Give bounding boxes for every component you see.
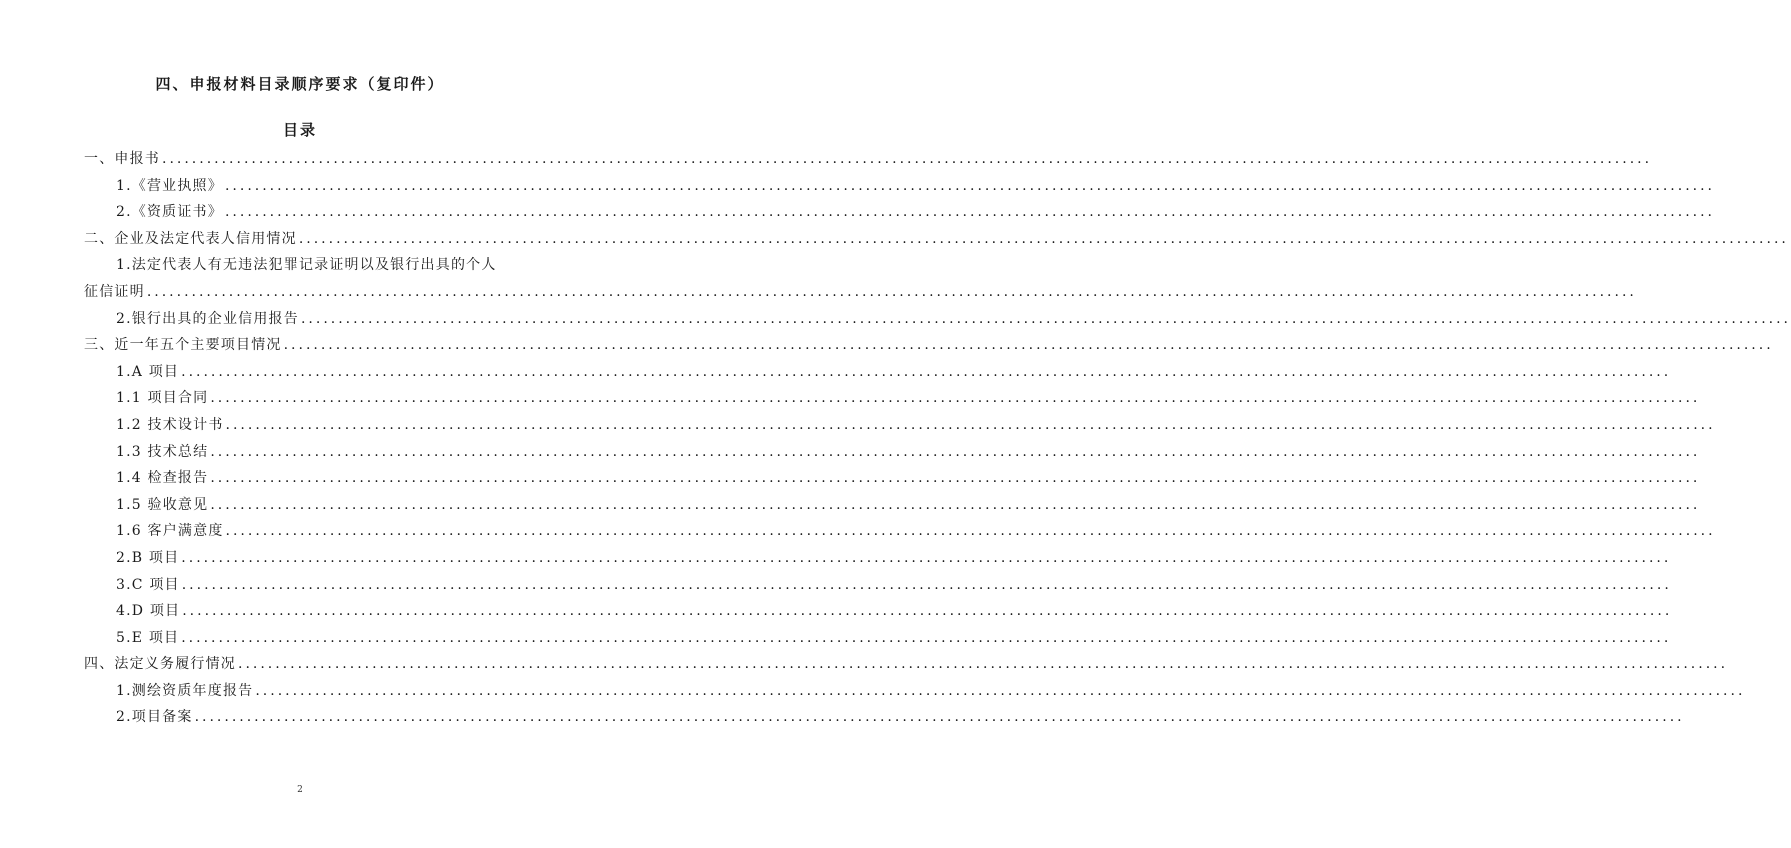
toc-entry: [84, 625, 1672, 652]
toc-section-label: 三、近一年五个主要项目情况: [84, 337, 282, 354]
toc-entry: [84, 173, 1716, 200]
toc-entry-label: 1.5 验收意见: [116, 496, 209, 513]
toc-entry-line: 1.法定代表人有无违法犯罪记录证明以及银行出具的个人: [116, 257, 497, 274]
toc-section-label: 四、法定义务履行情况: [84, 656, 236, 673]
table-of-contents: [84, 146, 1791, 731]
toc-leader-dots: ........................................................................................................................................................................................................: [181, 576, 1672, 593]
toc-leader-dots: ........................................................................................................................................................................................................: [146, 283, 1637, 300]
toc-entry: [84, 545, 1672, 572]
toc-leader-dots: ........................................................................................................................................................................................................: [210, 390, 1701, 407]
toc-leader-dots: ........................................................................................................................................................................................................: [210, 496, 1701, 513]
toc-section: [84, 332, 1774, 359]
toc-entry: [84, 306, 1791, 333]
toc-entry: [84, 412, 1716, 439]
page-title: 四、申报材料目录顺序要求（复印件）: [155, 75, 445, 93]
toc-entry: [84, 572, 1672, 599]
page-number: 2: [297, 785, 303, 795]
toc-entry: [84, 598, 1673, 625]
toc-leader-dots: ........................................................................................................................................................................................................: [181, 549, 1672, 566]
toc-section-label: 二、企业及法定代表人信用情况: [84, 230, 297, 247]
toc-entry-label: 1.1 项目合同: [116, 390, 209, 407]
toc-leader-dots: ........................................................................................................................................................................................................: [225, 416, 1716, 433]
toc-entry-label: 1.《营业执照》: [116, 177, 223, 194]
toc-entry-label: 1.测绘资质年度报告: [116, 682, 254, 699]
toc-leader-dots: ........................................................................................................................................................................................................: [298, 230, 1789, 247]
toc-entry-label: 征信证明: [84, 283, 145, 300]
toc-entry: [84, 465, 1701, 492]
toc-section: [84, 226, 1789, 253]
toc-entry: [84, 199, 1716, 226]
toc-section: [84, 146, 1653, 173]
toc-entry-label: 4.D 项目: [116, 603, 181, 620]
toc-entry: [84, 359, 1672, 386]
toc-entry: [84, 439, 1701, 466]
toc-entry-label: 1.A 项目: [116, 363, 180, 380]
toc-leader-dots: ........................................................................................................................................................................................................: [300, 310, 1791, 327]
toc-section: [84, 651, 1729, 678]
toc-leader-dots: ........................................................................................................................................................................................................: [238, 656, 1729, 673]
toc-entry-label: 2.项目备案: [116, 709, 193, 726]
toc-entry: [84, 492, 1701, 519]
toc-entry: [84, 279, 1637, 306]
toc-entry-label: 5.E 项目: [116, 629, 180, 646]
toc-leader-dots: ........................................................................................................................................................................................................: [162, 151, 1653, 167]
toc-leader-dots: ........................................................................................................................................................................................................: [224, 204, 1716, 221]
toc-entry-label: 1.3 技术总结: [116, 443, 209, 460]
toc-entry-label: 2.银行出具的企业信用报告: [116, 310, 299, 327]
toc-leader-dots: ........................................................................................................................................................................................................: [210, 470, 1701, 487]
toc-entry-label: 1.6 客户满意度: [116, 523, 224, 540]
toc-entry: [84, 678, 1746, 705]
toc-leader-dots: ........................................................................................................................................................................................................: [210, 443, 1701, 460]
toc-entry-label: 1.2 技术设计书: [116, 416, 224, 433]
toc-entry: [84, 385, 1701, 412]
toc-entry: [84, 518, 1716, 545]
toc-entry-label: 3.C 项目: [116, 576, 180, 593]
toc-entry-label: 2.《资质证书》: [116, 204, 223, 221]
toc-leader-dots: ........................................................................................................................................................................................................: [182, 603, 1673, 620]
toc-heading: 目录: [282, 121, 317, 139]
toc-entry: [84, 704, 1685, 731]
toc-section-label: 一、申报书: [84, 151, 160, 167]
toc-leader-dots: ........................................................................................................................................................................................................: [181, 629, 1672, 646]
toc-leader-dots: ........................................................................................................................................................................................................: [194, 709, 1685, 726]
toc-entry-label: 2.B 项目: [116, 549, 180, 566]
toc-leader-dots: ........................................................................................................................................................................................................: [181, 363, 1672, 380]
toc-entry-label: 1.4 检查报告: [116, 470, 209, 487]
toc-leader-dots: ........................................................................................................................................................................................................: [255, 682, 1746, 699]
toc-leader-dots: ........................................................................................................................................................................................................: [283, 337, 1774, 354]
toc-leader-dots: ........................................................................................................................................................................................................: [225, 523, 1716, 540]
toc-leader-dots: ........................................................................................................................................................................................................: [224, 177, 1716, 194]
